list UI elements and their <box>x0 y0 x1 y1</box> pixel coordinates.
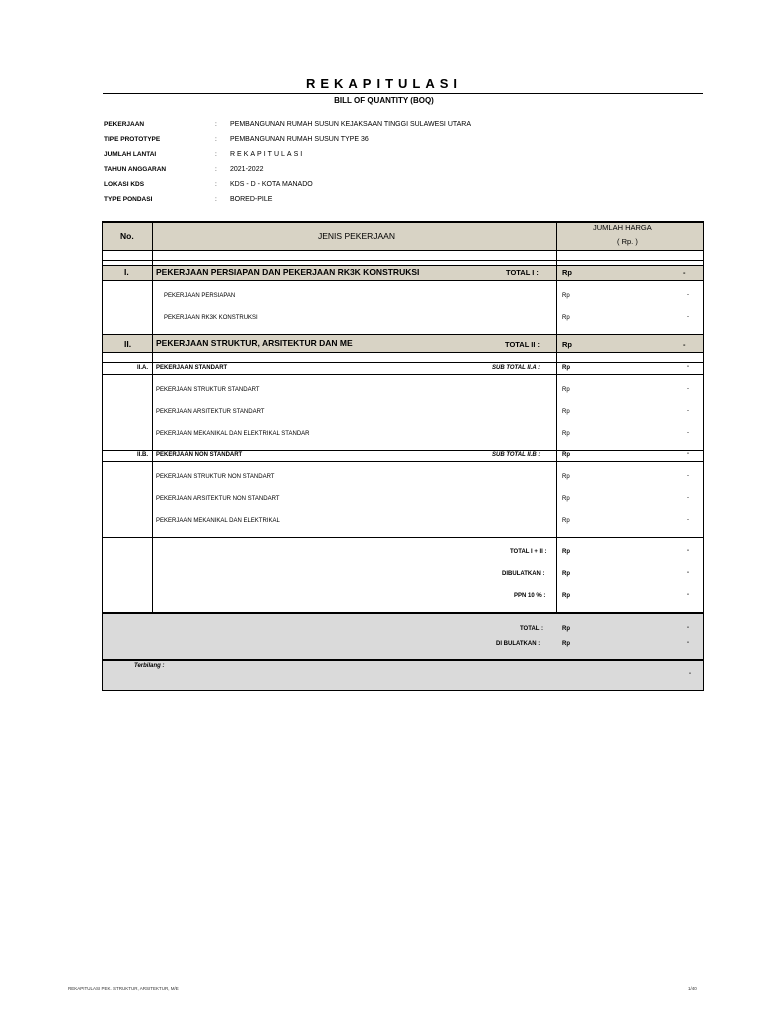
row-divider <box>102 280 704 281</box>
grand-total-label: TOTAL : <box>520 626 543 632</box>
info-separator: : <box>215 121 217 128</box>
table-border-right <box>703 221 704 691</box>
info-value: REKAPITULASI <box>230 151 305 158</box>
table-border-left <box>102 221 103 691</box>
item-label: PEKERJAAN STRUKTUR NON STANDART <box>156 474 275 480</box>
sub-a-title: PEKERJAAN STANDART <box>156 365 228 371</box>
section-2-title: PEKERJAAN STRUKTUR, ARSITEKTUR DAN ME <box>156 338 353 348</box>
footer-doc-name: REKAPITULASI PEK. STRUKTUR, ARSITEKTUR, M/E <box>68 986 179 991</box>
summary-label: DIBULATKAN : <box>502 571 545 577</box>
sub-a-total-label: SUB TOTAL II.A : <box>492 365 541 371</box>
info-value: PEMBANGUNAN RUMAH SUSUN KEJAKSAAN TINGGI SULAWESI UTARA <box>230 121 472 128</box>
item-rp: Rp <box>562 387 570 393</box>
page-title: REKAPITULASI <box>305 76 463 91</box>
summary-value: - <box>687 548 689 554</box>
row-divider <box>102 352 704 353</box>
summary-rp: Rp <box>562 549 570 555</box>
info-label: PEKERJAAN <box>104 121 145 128</box>
item-value: - <box>687 495 689 501</box>
summary-label: PPN 10 % : <box>514 593 546 599</box>
section-1-value: - <box>683 268 686 277</box>
info-separator: : <box>215 151 217 158</box>
terbilang-label: Terbilang : <box>134 663 165 669</box>
item-value: - <box>687 386 689 392</box>
sub-b-title: PEKERJAAN NON STANDART <box>156 452 243 458</box>
header-rp-unit: ( Rp. ) <box>617 237 638 246</box>
item-value: - <box>687 430 689 436</box>
grand-rounded-rp: Rp <box>562 641 570 647</box>
section-1-total-label: TOTAL I : <box>506 268 539 277</box>
info-separator: : <box>215 181 217 188</box>
sub-a-value: - <box>687 364 689 370</box>
header-no: No. <box>120 231 134 241</box>
summary-value: - <box>687 592 689 598</box>
sub-b-no: II.B. <box>137 452 149 458</box>
terbilang-value: - <box>689 671 691 677</box>
info-label: TAHUN ANGGARAN <box>104 166 167 173</box>
info-label: TIPE PROTOTYPE <box>104 136 161 143</box>
item-label: PEKERJAAN MEKANIKAL DAN ELEKTRIKAL STANDAR <box>156 431 310 437</box>
sub-a-no: II.A. <box>137 365 149 371</box>
item-value: - <box>687 292 689 298</box>
summary-value: - <box>687 570 689 576</box>
info-value: BORED-PILE <box>230 196 273 203</box>
info-label: TYPE PONDASI <box>104 196 153 203</box>
section-1-no: I. <box>124 267 129 277</box>
item-value: - <box>687 517 689 523</box>
item-rp: Rp <box>562 518 570 524</box>
item-value: - <box>687 473 689 479</box>
info-separator: : <box>215 166 217 173</box>
row-divider <box>102 374 704 375</box>
row-divider <box>102 537 704 538</box>
item-rp: Rp <box>562 496 570 502</box>
info-label: JUMLAH LANTAI <box>104 151 157 158</box>
grand-total-rp: Rp <box>562 626 570 632</box>
sub-b-value: - <box>687 451 689 457</box>
row-divider <box>102 260 704 261</box>
row-divider <box>102 362 704 363</box>
item-value: - <box>687 408 689 414</box>
boq-table <box>102 221 704 691</box>
title-rule <box>103 93 703 94</box>
sub-a-rp: Rp <box>562 365 570 371</box>
item-rp: Rp <box>562 474 570 480</box>
section-2-rp: Rp <box>562 340 572 349</box>
footer-page-number: 1/40 <box>688 986 697 991</box>
table-border-bottom <box>102 690 704 691</box>
page-subtitle: BILL OF QUANTITY (BOQ) <box>334 96 434 105</box>
item-label: PEKERJAAN ARSITEKTUR STANDART <box>156 409 265 415</box>
section-1-title: PEKERJAAN PERSIAPAN DAN PEKERJAAN RK3K KONSTRUKSI <box>156 267 420 277</box>
summary-rp: Rp <box>562 571 570 577</box>
summary-label: TOTAL I + II : <box>510 549 547 555</box>
item-label: PEKERJAAN PERSIAPAN <box>164 293 236 299</box>
col-divider-no <box>152 221 153 613</box>
row-divider <box>102 659 704 661</box>
grand-rounded-label: DI BULATKAN : <box>496 641 541 647</box>
item-label: PEKERJAAN RK3K KONSTRUKSI <box>164 315 258 321</box>
header-jenis-pekerjaan: JENIS PEKERJAAN <box>318 231 395 241</box>
item-rp: Rp <box>562 315 570 321</box>
info-separator: : <box>215 136 217 143</box>
info-separator: : <box>215 196 217 203</box>
row-divider <box>102 450 704 451</box>
item-value: - <box>687 314 689 320</box>
row-divider <box>102 250 704 251</box>
info-value: 2021-2022 <box>230 166 264 173</box>
header-jumlah-harga: JUMLAH HARGA <box>593 223 652 232</box>
row-divider <box>102 461 704 462</box>
section-2-value: - <box>683 340 686 349</box>
item-rp: Rp <box>562 409 570 415</box>
info-value: KDS - D - KOTA MANADO <box>230 181 313 188</box>
section-2-no: II. <box>124 339 132 349</box>
sub-b-rp: Rp <box>562 452 570 458</box>
terbilang-bg <box>102 660 704 691</box>
info-value: PEMBANGUNAN RUMAH SUSUN TYPE 36 <box>230 136 369 143</box>
section-1-rp: Rp <box>562 268 572 277</box>
grand-total-bg <box>102 613 704 660</box>
item-label: PEKERJAAN MEKANIKAL DAN ELEKTRIKAL <box>156 518 280 524</box>
item-rp: Rp <box>562 293 570 299</box>
item-label: PEKERJAAN STRUKTUR STANDART <box>156 387 260 393</box>
col-divider-harga <box>556 221 557 613</box>
item-rp: Rp <box>562 431 570 437</box>
section-2-total-label: TOTAL II : <box>505 340 540 349</box>
info-label: LOKASI KDS <box>104 181 145 188</box>
summary-rp: Rp <box>562 593 570 599</box>
sub-b-total-label: SUB TOTAL II.B : <box>492 452 541 458</box>
row-divider <box>102 265 704 266</box>
grand-total-value: - <box>687 625 689 631</box>
grand-rounded-value: - <box>687 640 689 646</box>
item-label: PEKERJAAN ARSITEKTUR NON STANDART <box>156 496 280 502</box>
row-divider <box>102 612 704 614</box>
row-divider <box>102 334 704 335</box>
